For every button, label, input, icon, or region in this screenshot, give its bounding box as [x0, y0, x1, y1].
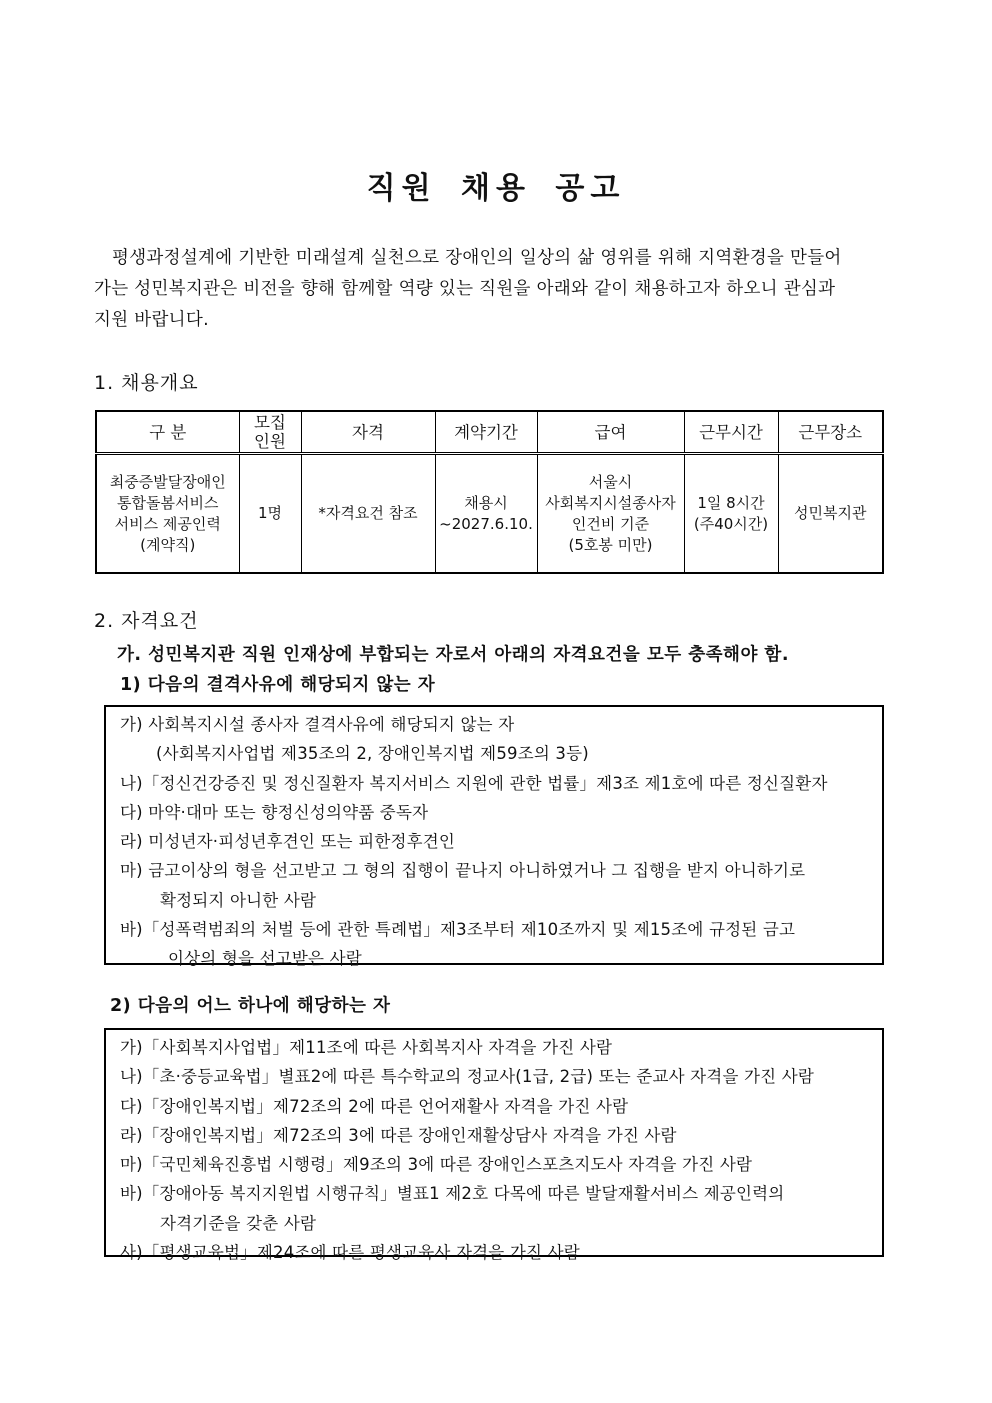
intro-line: 평생과정설계에 기반한 미래설계 실천으로 장애인의 일상의 삶 영위를 위해 지역환경을 만들어 — [112, 248, 842, 268]
section-heading-overview: 1. 채용개요 — [94, 372, 199, 394]
cell-hours: 1일 8시간 (주40시간) — [684, 454, 778, 574]
table-row — [96, 454, 883, 574]
list-item: 라) 미성년자·피성년후견인 또는 피한정후견인 — [120, 832, 456, 852]
list-item: 나)「정신건강증진 및 정신질환자 복지서비스 지원에 관한 법률」제3조 제1호에 따른 정신질환자 — [120, 773, 828, 793]
list-item: (사회복지사업법 제35조의 2, 장애인복지법 제59조의 3등) — [156, 744, 589, 764]
list-item: 다) 마약·대마 또는 향정신성의약품 중독자 — [120, 802, 429, 822]
recruitment-overview-table — [95, 410, 884, 574]
cell-count: 1명 — [239, 454, 301, 574]
list-item: 가) 사회복지시설 종사자 결격사유에 해당되지 않는 자 — [120, 715, 515, 734]
list-item: 가)「사회복지사업법」제11조에 따른 사회복지사 자격을 가진 사람 — [120, 1038, 613, 1057]
list-item: 바)「장애아동 복지지원법 시행규칙」별표1 제2호 다목에 따른 발달재활서비스 제공인력의 — [120, 1184, 785, 1204]
cell-qualification: *자격요건 참조 — [301, 454, 435, 574]
header-period: 계약기간 — [435, 411, 537, 454]
cell-category: 최중증발달장애인 통합돌봄서비스 서비스 제공인력 (계약직) — [96, 454, 239, 574]
table-header-row — [96, 411, 883, 454]
list-item: 사)「평생교육법」제24조에 따른 평생교육사 자격을 가진 사람 — [120, 1243, 580, 1263]
list-item: 자격기준을 갖춘 사람 — [160, 1213, 317, 1233]
disqualification-heading: 1) 다음의 결격사유에 해당되지 않는 자 — [120, 675, 436, 695]
list-item: 다)「장애인복지법」제72조의 2에 따른 언어재활사 자격을 가진 사람 — [120, 1096, 629, 1116]
cell-place: 성민복지관 — [778, 454, 883, 574]
disqualification-box — [104, 705, 884, 969]
header-qualification: 자격 — [301, 411, 435, 454]
section-heading-qualifications: 2. 자격요건 — [94, 610, 199, 632]
list-item: 확정되지 아니한 사람 — [160, 890, 317, 910]
header-count: 모집 인원 — [239, 411, 301, 454]
header-category: 구 분 — [96, 411, 239, 454]
header-place: 근무장소 — [778, 411, 883, 454]
list-item: 라)「장애인복지법」제72조의 3에 따른 장애인재활상담사 자격을 가진 사람 — [120, 1125, 677, 1145]
list-item: 나)「초·중등교육법」별표2에 따른 특수학교의 정교사(1급, 2급) 또는 준교사 자격을 가진 사람 — [120, 1067, 815, 1087]
page-title: 직원 채용 공고 — [366, 171, 626, 206]
header-hours: 근무시간 — [684, 411, 778, 454]
eligibility-heading: 2) 다음의 어느 하나에 해당하는 자 — [110, 996, 391, 1016]
header-salary: 급여 — [537, 411, 684, 454]
list-item: 마)「국민체육진흥법 시행령」제9조의 3에 따른 장애인스포츠지도사 자격을 가진 사람 — [120, 1155, 753, 1175]
eligibility-box — [104, 1028, 884, 1263]
list-item: 마) 금고이상의 형을 선고받고 그 형의 집행이 끝나지 아니하였거나 그 집행을 받지 아니하기로 — [120, 861, 806, 881]
intro-line: 가는 성민복지관은 비전을 향해 함께할 역량 있는 직원을 아래와 같이 채용하고자 하오니 관심과 — [94, 279, 836, 299]
cell-salary: 서울시 사회복지시설종사자 인건비 기준 (5호봉 미만) — [537, 454, 684, 574]
list-item: 이상의 형을 선고받은 사람 — [168, 949, 362, 969]
list-item: 바)「성폭력범죄의 처벌 등에 관한 특례법」제3조부터 제10조까지 및 제15조에 규정된 금고 — [120, 920, 796, 940]
intro-paragraph — [94, 243, 902, 336]
intro-line: 지원 바랍니다. — [94, 310, 209, 330]
cell-period: 채용시 ~2027.6.10. — [435, 454, 537, 574]
qualification-intro: 가. 성민복지관 직원 인재상에 부합되는 자로서 아래의 자격요건을 모두 충족해야 함. — [117, 645, 789, 665]
